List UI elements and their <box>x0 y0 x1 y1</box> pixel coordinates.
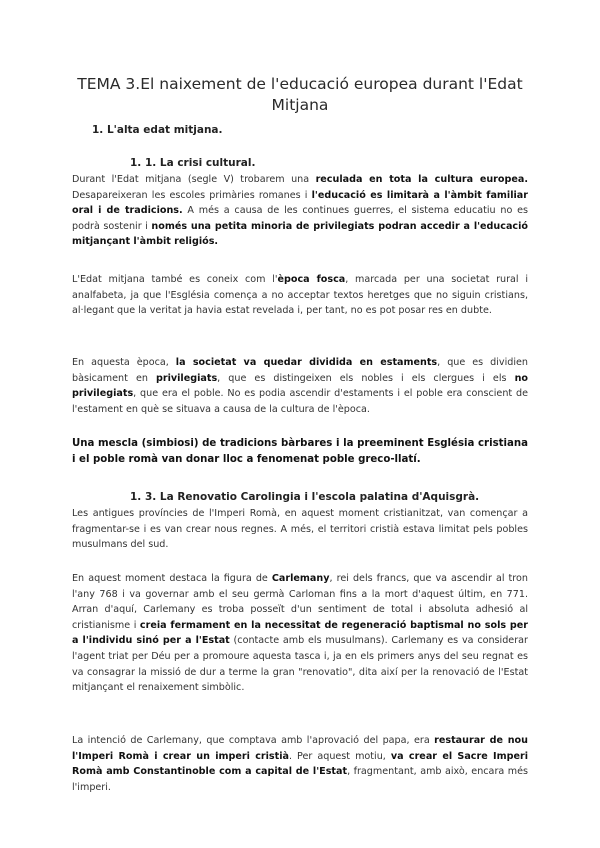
highlight: època fosca <box>277 274 346 285</box>
text: La intenció de Carlemany, que comptava amb l'aprovació del papa, era <box>72 735 435 746</box>
paragraph-epoca-fosca <box>72 272 528 319</box>
text: (contacte amb els musulmans). Carlemany es va considerar l'agent triat per Déu per a promoure aquesta tasca i, ja en els primers anys del seu regnat es va consagrar la missió de dur a terme la gran "renovatio", dita així per la renovació de l'Estat mitjançant el renaixement simbòlic. <box>72 635 528 694</box>
text: , que es dividien bàsicament en <box>72 357 529 384</box>
text: En aquest moment destaca la figura de <box>72 573 272 584</box>
text: , que es distingeixen els nobles i els clergues i els <box>217 372 515 384</box>
highlight: va crear el Sacre Imperi Romà amb Constantinoble com a capital de l'Estat <box>72 750 528 778</box>
text: A més a causa de les continues guerres, el sistema educatiu no es podrà sostenir i <box>72 205 528 232</box>
subsection-heading-crisi-cultural: 1. 1. La crisi cultural. <box>130 157 256 169</box>
highlight: creia fermament en la necessitat de regeneració baptismal no sols per a l'individu sinó per a l'Estat <box>72 619 528 647</box>
paragraph-poble-greco-llati <box>72 436 528 468</box>
highlight: Una mescla (simbiosi) de tradicions bàrbares i la preeminent Església cristiana i el poble romà van donar lloc a fenomenat poble greco-llatí. <box>72 438 528 465</box>
paragraph-estaments <box>72 355 528 417</box>
page-title: TEMA 3.El naixement de l'educació europea durant l'Edat Mitjana <box>77 75 523 114</box>
section-heading-alta-edat-mitjana: 1. L'alta edat mitjana. <box>92 124 223 136</box>
text: , que era el poble. No es podia ascendir d'estaments i el poble era conscient de l'estament en què se situava a causa de la cultura de l'època. <box>72 388 528 415</box>
highlight: l'educació es limitarà a l'àmbit familiar oral i de tradicions. <box>72 189 528 217</box>
text: , rei dels francs, que va ascendir al tron l'any 768 i va governar amb el seu germà Carloman fins a la mort d'aquest últim, en 771. Arran d'aquí, Carlemany es troba posseït d'un sentiment de total i absoluta adhesió al cristianisme i <box>72 573 528 631</box>
text: Desapareixeran les escoles primàries romanes i <box>72 189 312 201</box>
subsection-heading-renovatio-carolingia: 1. 3. La Renovatio Carolingia i l'escola palatina d'Aquisgrà. <box>130 491 480 503</box>
paragraph-provincies <box>72 506 528 553</box>
highlight: només una petita minoria de privilegiats podran accedir a l'educació mitjançant l'àmbit religiós. <box>72 220 528 248</box>
highlight: Carlemany <box>271 573 330 584</box>
paragraph-crisi-cultural-1 <box>72 172 528 250</box>
text: Les antigues províncies de l'Imperi Romà, en aquest moment cristianitzat, van començar a fragmentar-se i es van crear nous regnes. A més, el territori cristià estava limitat pels pobles musulmans del sud. <box>72 508 528 551</box>
highlight: privilegiats <box>156 372 218 384</box>
text: . Per aquest motiu, <box>288 750 391 762</box>
paragraph-sacre-imperi <box>72 733 528 795</box>
highlight: restaurar de nou l'Imperi Romà i crear un imperi cristià <box>72 735 528 762</box>
highlight: la societat va quedar dividida en estaments <box>175 357 438 368</box>
highlight: no privilegiats <box>72 372 528 400</box>
text: En aquesta època, <box>72 357 176 368</box>
text: Durant l'Edat mitjana (segle V) trobarem una <box>72 174 316 185</box>
paragraph-carlemany <box>72 571 528 696</box>
text: , marcada per una societat rural i analfabeta, ja que l'Església comença a no acceptar textos heretges que no siguin cristians, al·legant que la veritat ja havia estat revelada i, per tant, no es pot posar res en dubte. <box>72 274 528 317</box>
highlight: reculada en tota la cultura europea. <box>315 174 528 185</box>
text: L'Edat mitjana també es coneix com l' <box>72 274 278 285</box>
text: , fragmentant, amb això, encara més l'imperi. <box>72 766 528 793</box>
